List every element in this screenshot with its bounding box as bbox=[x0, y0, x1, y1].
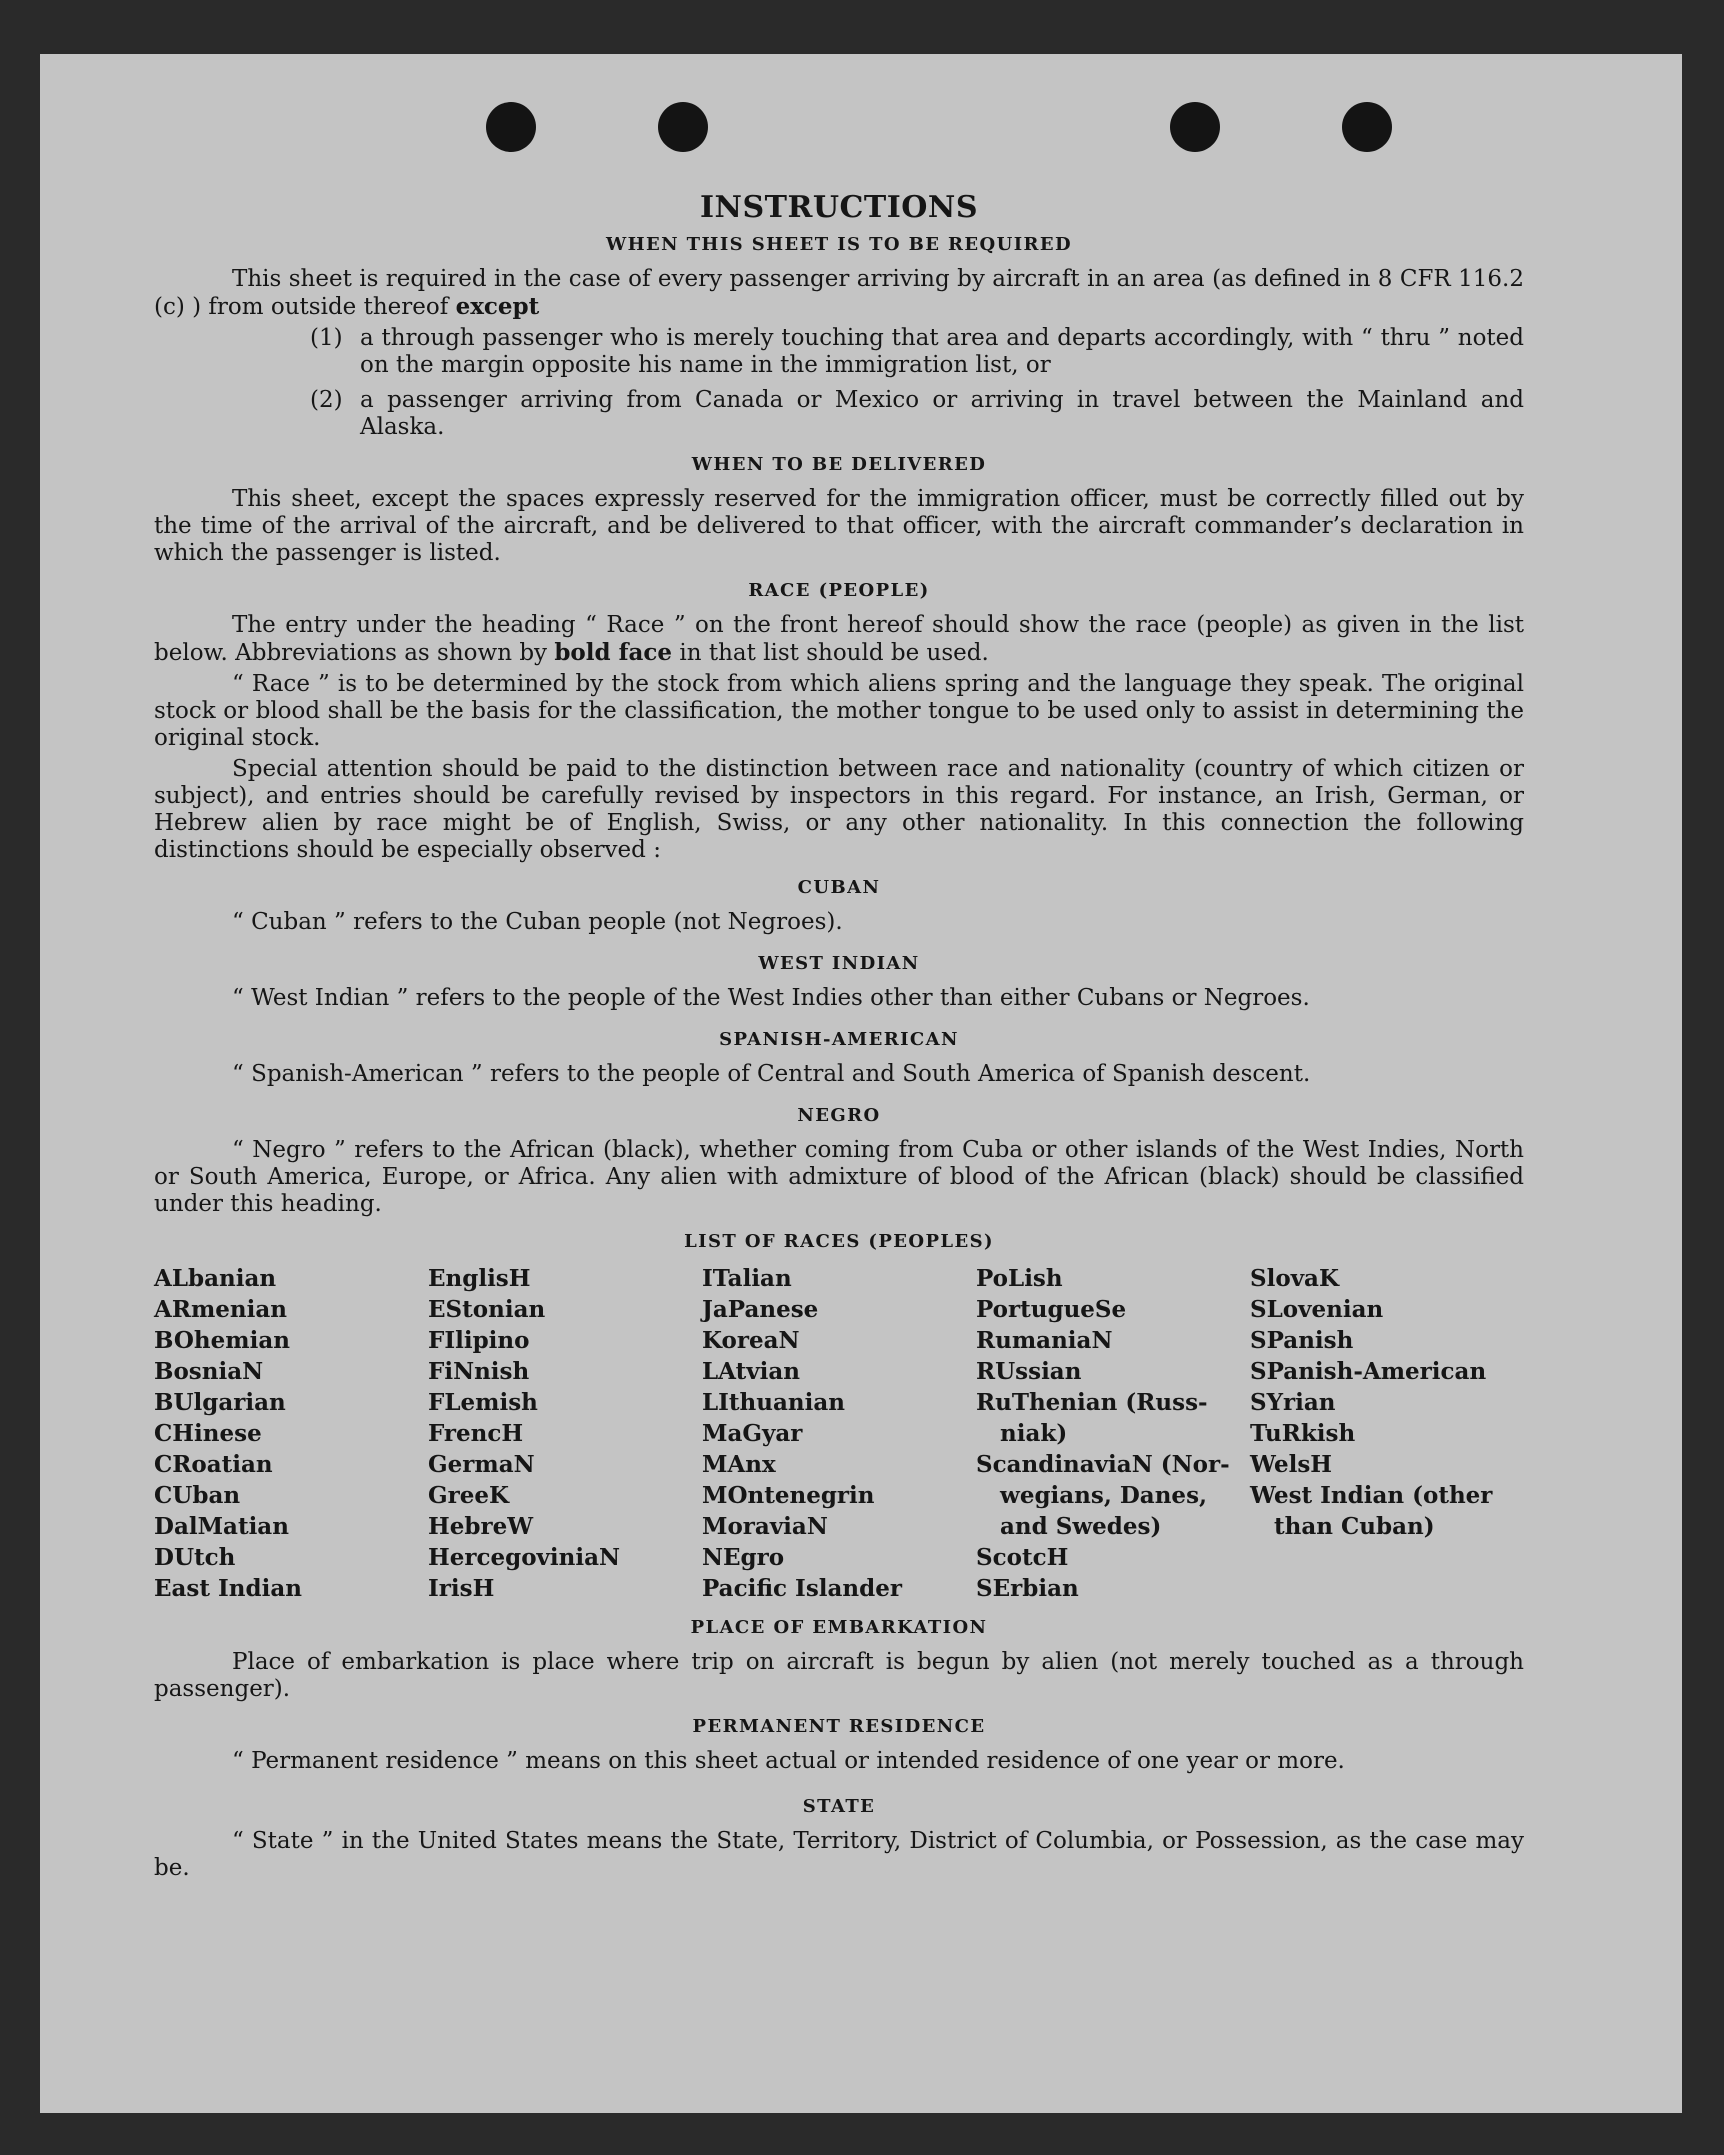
race-list-column bbox=[1250, 1263, 1524, 1604]
race-entry: ScotcH bbox=[976, 1544, 1069, 1571]
spanish-american-paragraph: “ Spanish-American ” refers to the people of Central and South America of Spanish descent. bbox=[232, 1061, 1311, 1087]
race-entry: KoreaN bbox=[702, 1327, 800, 1354]
section-heading-permanent-residence: PERMANENT RESIDENCE bbox=[692, 1716, 986, 1737]
race-entry: PortugueSe bbox=[976, 1296, 1127, 1323]
exception-item bbox=[310, 325, 1524, 379]
race-entry: BosniaN bbox=[154, 1358, 264, 1385]
section-heading-west-indian: WEST INDIAN bbox=[758, 953, 920, 974]
race-paragraph-2: “ Race ” is to be determined by the stock from which aliens spring and the language they speak. The original stock or blood shall be the basis for the classification, the mother tongue to be used only to assist in determining the original stock. bbox=[154, 671, 1524, 751]
race-entry: DalMatian bbox=[154, 1513, 289, 1540]
bold-face-text: bold face bbox=[554, 639, 673, 666]
race-entry: MaGyar bbox=[702, 1420, 803, 1447]
race-entry: ALbanian bbox=[154, 1265, 277, 1292]
race-entry: ARmenian bbox=[154, 1296, 288, 1323]
race-entry: PoLish bbox=[976, 1265, 1063, 1292]
permanent-residence-paragraph: “ Permanent residence ” means on this sheet actual or intended residence of one year or more. bbox=[232, 1748, 1345, 1774]
page-title: INSTRUCTIONS bbox=[700, 190, 978, 225]
section-heading-embarkation: PLACE OF EMBARKATION bbox=[690, 1617, 988, 1638]
race-list-column bbox=[976, 1263, 1250, 1604]
race-entry: SErbian bbox=[976, 1575, 1079, 1602]
race-entry: HebreW bbox=[428, 1513, 534, 1540]
race-entry: MOntenegrin bbox=[702, 1482, 875, 1509]
race-entry: TuRkish bbox=[1250, 1420, 1356, 1447]
item-text: a passenger arriving from Canada or Mexico or arriving in travel between the Mainland and Alaska. bbox=[360, 387, 1524, 440]
race-entry: BUlgarian bbox=[154, 1389, 286, 1416]
item-number: (1) bbox=[310, 325, 343, 351]
section-heading-when-required: WHEN THIS SHEET IS TO BE REQUIRED bbox=[605, 234, 1073, 255]
item-number: (2) bbox=[310, 387, 343, 413]
section-heading-when-delivered: WHEN TO BE DELIVERED bbox=[691, 454, 987, 475]
race-list bbox=[154, 1263, 1524, 1604]
section-heading-cuban: CUBAN bbox=[797, 877, 881, 898]
race-entry: RuThenian (Russ- bbox=[976, 1389, 1208, 1416]
race-entry: GermaN bbox=[428, 1451, 535, 1478]
race-entry: IrisH bbox=[428, 1575, 495, 1602]
race-entry: SYrian bbox=[1250, 1389, 1336, 1416]
race-paragraph-1 bbox=[154, 612, 1524, 667]
except-keyword: except bbox=[455, 293, 540, 320]
state-paragraph: “ State ” in the United States means the State, Territory, District of Columbia, or Possession, as the case may be. bbox=[154, 1828, 1524, 1881]
when-required-text: This sheet is required in the case of every passenger arriving by aircraft in an area (as defined in 8 CFR 116.2 (c) ) from outside thereof bbox=[154, 266, 1524, 320]
section-heading-race: RACE (PEOPLE) bbox=[748, 580, 930, 601]
race-entry: MoraviaN bbox=[702, 1513, 828, 1540]
race-entry: HercegoviniaN bbox=[428, 1544, 621, 1571]
race-entry: BOhemian bbox=[154, 1327, 290, 1354]
race-entry: Pacific Islander bbox=[702, 1575, 902, 1602]
race-entry: than Cuban) bbox=[1250, 1513, 1435, 1540]
race-entry: FLemish bbox=[428, 1389, 538, 1416]
race-text-end: in that list should be used. bbox=[672, 640, 989, 666]
race-entry: FrencH bbox=[428, 1420, 524, 1447]
embarkation-paragraph: Place of embarkation is place where trip on aircraft is begun by alien (not merely touched as a through passenger). bbox=[154, 1649, 1524, 1702]
race-list-column bbox=[154, 1263, 428, 1604]
race-entry: CRoatian bbox=[154, 1451, 273, 1478]
race-entry: GreeK bbox=[428, 1482, 510, 1509]
race-entry: LIthuanian bbox=[702, 1389, 845, 1416]
race-entry: JaPanese bbox=[702, 1296, 819, 1323]
race-entry: ITalian bbox=[702, 1265, 792, 1292]
race-list-column bbox=[702, 1263, 976, 1604]
when-required-paragraph bbox=[154, 266, 1524, 321]
race-entry: CHinese bbox=[154, 1420, 262, 1447]
race-entry: FIlipino bbox=[428, 1327, 530, 1354]
section-heading-list-of-races: LIST OF RACES (PEOPLES) bbox=[684, 1231, 994, 1252]
race-paragraph-3: Special attention should be paid to the distinction between race and nationality (country of which citizen or subject), and entries should be carefully revised by inspectors in this regard. For instance, an Irish, German, or Hebrew alien by race might be of English, Swiss, or any other nationality. In this connection the following distinctions should be especially observed : bbox=[154, 756, 1524, 863]
race-entry: FiNnish bbox=[428, 1358, 530, 1385]
race-entry: SPanish-American bbox=[1250, 1358, 1487, 1385]
race-entry: LAtvian bbox=[702, 1358, 800, 1385]
race-entry: wegians, Danes, bbox=[976, 1482, 1208, 1509]
race-entry: SLovenian bbox=[1250, 1296, 1384, 1323]
cuban-paragraph: “ Cuban ” refers to the Cuban people (not Negroes). bbox=[232, 909, 843, 935]
race-entry: MAnx bbox=[702, 1451, 776, 1478]
when-delivered-paragraph: This sheet, except the spaces expressly reserved for the immigration officer, must be correctly filled out by the time of the arrival of the aircraft, and be delivered to that officer, with the aircraft commander’s declaration in which the passenger is listed. bbox=[154, 486, 1524, 566]
race-entry: SlovaK bbox=[1250, 1265, 1339, 1292]
race-entry: WelsH bbox=[1250, 1451, 1333, 1478]
race-list-column bbox=[428, 1263, 702, 1604]
section-heading-spanish-american: SPANISH-AMERICAN bbox=[719, 1029, 959, 1050]
race-entry: West Indian (other bbox=[1250, 1482, 1493, 1509]
race-entry: DUtch bbox=[154, 1544, 236, 1571]
race-entry: East Indian bbox=[154, 1575, 302, 1602]
section-heading-negro: NEGRO bbox=[797, 1105, 881, 1126]
race-entry: RumaniaN bbox=[976, 1327, 1113, 1354]
exception-item bbox=[310, 387, 1524, 441]
instructions-body bbox=[154, 136, 1524, 1886]
race-text: The entry under the heading “ Race ” on the front hereof should show the race (people) as given in the list below. Abbreviations as shown by bbox=[154, 612, 1524, 666]
race-entry: RUssian bbox=[976, 1358, 1082, 1385]
race-entry: and Swedes) bbox=[976, 1513, 1162, 1540]
item-text: a through passenger who is merely touching that area and departs accordingly, with “ thru ” noted on the margin opposite his name in the immigration list, or bbox=[360, 325, 1524, 378]
race-entry: niak) bbox=[976, 1420, 1068, 1447]
race-entry: NEgro bbox=[702, 1544, 785, 1571]
west-indian-paragraph: “ West Indian ” refers to the people of the West Indies other than either Cubans or Negroes. bbox=[232, 985, 1310, 1011]
section-heading-state: STATE bbox=[802, 1796, 876, 1817]
race-entry: SPanish bbox=[1250, 1327, 1354, 1354]
negro-paragraph: “ Negro ” refers to the African (black), whether coming from Cuba or other islands of the West Indies, North or South America, Europe, or Africa. Any alien with admixture of blood of the African (black) should be classified under this heading. bbox=[154, 1137, 1524, 1217]
race-entry: CUban bbox=[154, 1482, 241, 1509]
race-entry: ScandinaviaN (Nor- bbox=[976, 1451, 1230, 1478]
race-entry: EStonian bbox=[428, 1296, 546, 1323]
race-entry: EnglisH bbox=[428, 1265, 531, 1292]
